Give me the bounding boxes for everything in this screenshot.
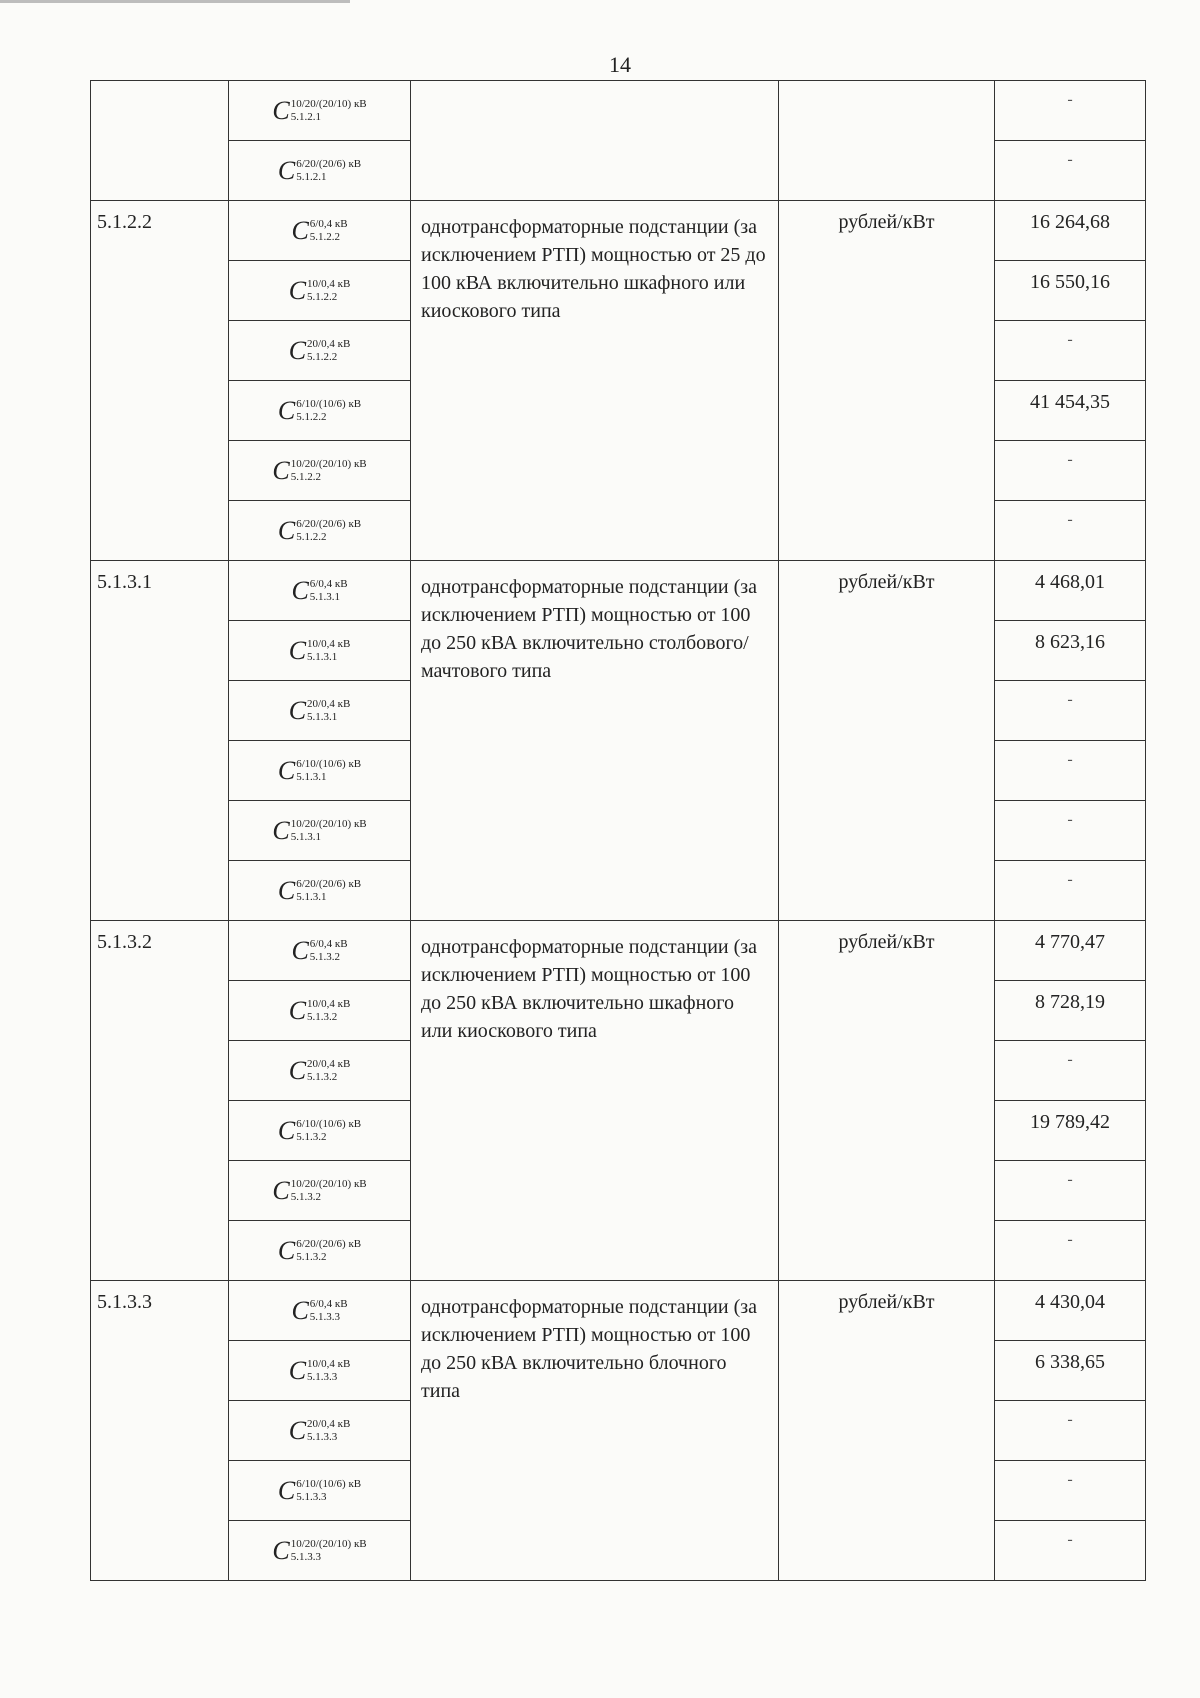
item-code: 5.1.3.3 (91, 1281, 229, 1581)
rate-symbol-letter: C (288, 1355, 307, 1385)
rate-value: 16 550,16 (995, 261, 1146, 321)
item-unit (779, 81, 995, 201)
rate-symbol-letter: C (288, 275, 307, 305)
rate-symbol-index: 5.1.2.2 (309, 230, 341, 243)
rate-symbol-index: 5.1.2.1 (296, 170, 327, 183)
rate-symbol-voltage: 10/0,4 кВ (307, 637, 351, 650)
rate-symbol-letter: C (277, 155, 296, 185)
rate-symbol-voltage: 6/0,4 кВ (309, 1297, 348, 1310)
rate-symbol (272, 455, 367, 485)
rate-symbol-voltage: 20/0,4 кВ (307, 1417, 351, 1430)
rate-value: - (995, 141, 1146, 201)
table-row (91, 201, 1146, 261)
rate-symbol-voltage: 6/0,4 кВ (309, 937, 348, 950)
rate-value: - (995, 1041, 1146, 1101)
rate-symbol-letter: C (272, 815, 290, 845)
rate-symbol-cell (229, 201, 411, 261)
rate-symbol-voltage: 10/0,4 кВ (307, 277, 351, 290)
rate-value: - (995, 81, 1146, 141)
rate-symbol-cell (229, 921, 411, 981)
rate-symbol-letter: C (272, 95, 290, 125)
rate-symbol-cell (229, 1401, 411, 1461)
rate-symbol-cell (229, 1101, 411, 1161)
rate-symbol-letter: C (288, 635, 307, 665)
rate-symbol-cell (229, 501, 411, 561)
rate-symbol-index: 5.1.3.1 (296, 770, 327, 783)
rate-symbol-index: 5.1.3.2 (307, 1010, 338, 1023)
rate-symbol (272, 1175, 367, 1205)
rate-symbol-voltage: 6/20/(20/6) кВ (296, 1237, 362, 1250)
rate-symbol-voltage: 10/20/(20/10) кВ (290, 817, 367, 830)
rate-symbol (277, 395, 362, 425)
rate-symbol (272, 815, 367, 845)
rate-value: - (995, 741, 1146, 801)
rate-symbol-voltage: 10/0,4 кВ (307, 997, 351, 1010)
rate-value: - (995, 441, 1146, 501)
rate-symbol-voltage: 10/20/(20/10) кВ (290, 97, 367, 110)
rate-symbol-voltage: 10/20/(20/10) кВ (290, 1537, 367, 1550)
rate-symbol-index: 5.1.2.2 (307, 350, 338, 363)
item-code: 5.1.3.1 (91, 561, 229, 921)
rate-symbol-index: 5.1.2.2 (296, 410, 327, 423)
rate-value: - (995, 1521, 1146, 1581)
rate-symbol-letter: C (291, 215, 309, 245)
rate-symbol-index: 5.1.2.2 (296, 530, 327, 543)
rate-symbol-cell (229, 861, 411, 921)
rate-symbol-index: 5.1.3.1 (309, 590, 341, 603)
rate-symbol (291, 575, 348, 605)
item-description (411, 81, 779, 201)
item-unit: рублей/кВт (779, 921, 995, 1281)
rate-symbol-index: 5.1.3.3 (307, 1430, 338, 1443)
rate-value: 41 454,35 (995, 381, 1146, 441)
rate-value: 4 770,47 (995, 921, 1146, 981)
rate-value: - (995, 501, 1146, 561)
rate-symbol (277, 755, 362, 785)
item-code: 5.1.2.2 (91, 201, 229, 561)
rate-symbol-index: 5.1.2.2 (290, 470, 321, 483)
rate-symbol (288, 275, 351, 305)
rate-symbol (277, 1235, 362, 1265)
rate-symbol-letter: C (272, 1175, 290, 1205)
rate-symbol-cell (229, 1041, 411, 1101)
rate-value: 19 789,42 (995, 1101, 1146, 1161)
rate-symbol-letter: C (272, 455, 290, 485)
rate-symbol-index: 5.1.3.1 (296, 890, 327, 903)
rate-symbol-index: 5.1.3.2 (290, 1190, 321, 1203)
rate-symbol-index: 5.1.3.1 (307, 650, 338, 663)
table-body (91, 81, 1146, 1581)
rate-symbol-voltage: 6/0,4 кВ (309, 577, 348, 590)
rate-symbol-letter: C (291, 575, 309, 605)
rate-value: - (995, 1221, 1146, 1281)
table-row (91, 1281, 1146, 1341)
rate-value: - (995, 861, 1146, 921)
rate-symbol-voltage: 20/0,4 кВ (307, 697, 351, 710)
table-row (91, 921, 1146, 981)
rate-value: - (995, 321, 1146, 381)
item-description: однотрансформаторные подстанции (за исключением РТП) мощностью от 25 до 100 кВА включительно шкафного или киоскового типа (411, 201, 779, 561)
rate-symbol-cell (229, 441, 411, 501)
rate-symbol-cell (229, 261, 411, 321)
rate-value: - (995, 1161, 1146, 1221)
rate-symbol-letter: C (272, 1535, 290, 1565)
rate-symbol-voltage: 20/0,4 кВ (307, 1057, 351, 1070)
rate-symbol-cell (229, 141, 411, 201)
rate-symbol-voltage: 6/10/(10/6) кВ (296, 1477, 362, 1490)
rate-value: 6 338,65 (995, 1341, 1146, 1401)
rate-symbol-voltage: 6/0,4 кВ (309, 217, 348, 230)
rate-symbol-voltage: 6/20/(20/6) кВ (296, 877, 362, 890)
rate-symbol-cell (229, 81, 411, 141)
rate-symbol-voltage: 20/0,4 кВ (307, 337, 351, 350)
rate-symbol-voltage: 6/20/(20/6) кВ (296, 157, 362, 170)
rate-symbol-cell (229, 561, 411, 621)
rate-symbol-index: 5.1.3.1 (290, 830, 321, 843)
rate-symbol (277, 1475, 362, 1505)
rate-symbol (291, 215, 348, 245)
rate-symbol (272, 1535, 367, 1565)
rate-symbol-letter: C (291, 1295, 309, 1325)
rate-symbol-index: 5.1.3.2 (309, 950, 341, 963)
rate-symbol-cell (229, 1221, 411, 1281)
rate-symbol-letter: C (277, 515, 296, 545)
rate-symbol-letter: C (288, 1055, 307, 1085)
rate-symbol-index: 5.1.2.2 (307, 290, 338, 303)
rate-value: 4 468,01 (995, 561, 1146, 621)
rate-symbol-cell (229, 981, 411, 1041)
item-description: однотрансформаторные подстанции (за исключением РТП) мощностью от 100 до 250 кВА включительно шкафного или киоскового типа (411, 921, 779, 1281)
table-row (91, 81, 1146, 141)
rate-symbol-cell (229, 1281, 411, 1341)
rate-symbol-cell (229, 321, 411, 381)
rate-symbol (272, 95, 367, 125)
page-number: 14 (609, 52, 631, 77)
table-row (91, 561, 1146, 621)
rate-value: - (995, 1401, 1146, 1461)
rate-symbol-voltage: 6/10/(10/6) кВ (296, 757, 362, 770)
rate-symbol-voltage: 10/20/(20/10) кВ (290, 457, 367, 470)
rate-symbol-cell (229, 381, 411, 441)
rate-symbol-letter: C (277, 1475, 296, 1505)
rate-symbol-index: 5.1.3.3 (296, 1490, 327, 1503)
rate-symbol-letter: C (277, 875, 296, 905)
item-unit: рублей/кВт (779, 561, 995, 921)
rate-symbol-letter: C (277, 1115, 296, 1145)
rate-symbol-index: 5.1.3.2 (307, 1070, 338, 1083)
item-code (91, 81, 229, 201)
rate-value: 8 623,16 (995, 621, 1146, 681)
rate-symbol-letter: C (277, 395, 296, 425)
rate-table (90, 80, 1146, 1581)
rate-symbol-voltage: 6/20/(20/6) кВ (296, 517, 362, 530)
item-unit: рублей/кВт (779, 1281, 995, 1581)
rate-symbol-cell (229, 1341, 411, 1401)
item-description: однотрансформаторные подстанции (за исключением РТП) мощностью от 100 до 250 кВА включительно блочного типа (411, 1281, 779, 1581)
rate-symbol-voltage: 6/10/(10/6) кВ (296, 397, 362, 410)
rate-value: 8 728,19 (995, 981, 1146, 1041)
rate-symbol-index: 5.1.3.3 (307, 1370, 338, 1383)
rate-symbol-index: 5.1.3.2 (296, 1250, 327, 1263)
rate-symbol-index: 5.1.3.2 (296, 1130, 327, 1143)
scan-edge-mark (0, 0, 350, 3)
rate-value: - (995, 1461, 1146, 1521)
rate-symbol-cell (229, 1521, 411, 1581)
rate-symbol-index: 5.1.2.1 (290, 110, 321, 123)
rate-symbol (288, 635, 351, 665)
rate-symbol-letter: C (291, 935, 309, 965)
rate-symbol-voltage: 10/0,4 кВ (307, 1357, 351, 1370)
rate-symbol-cell (229, 1161, 411, 1221)
rate-symbol-letter: C (288, 995, 307, 1025)
rate-symbol (277, 875, 362, 905)
rate-symbol-cell (229, 621, 411, 681)
rate-symbol-letter: C (288, 335, 307, 365)
rate-symbol-cell (229, 801, 411, 861)
rate-value: - (995, 681, 1146, 741)
rate-symbol-letter: C (288, 695, 307, 725)
rate-value: 16 264,68 (995, 201, 1146, 261)
rate-symbol (288, 1355, 351, 1385)
rate-symbol-index: 5.1.3.1 (307, 710, 338, 723)
rate-symbol-cell (229, 681, 411, 741)
rate-symbol-index: 5.1.3.3 (309, 1310, 341, 1323)
rate-symbol-voltage: 6/10/(10/6) кВ (296, 1117, 362, 1130)
rate-symbol (277, 1115, 362, 1145)
rate-symbol (291, 1295, 348, 1325)
rate-symbol-cell (229, 741, 411, 801)
rate-symbol (291, 935, 348, 965)
item-unit: рублей/кВт (779, 201, 995, 561)
rate-symbol-letter: C (277, 755, 296, 785)
rate-value: - (995, 801, 1146, 861)
rate-symbol-letter: C (288, 1415, 307, 1445)
rate-symbol (288, 1415, 351, 1445)
rate-symbol-cell (229, 1461, 411, 1521)
rate-symbol-voltage: 10/20/(20/10) кВ (290, 1177, 367, 1190)
rate-symbol (277, 155, 362, 185)
item-code: 5.1.3.2 (91, 921, 229, 1281)
rate-symbol (288, 1055, 351, 1085)
rate-symbol (288, 695, 351, 725)
rate-symbol-letter: C (277, 1235, 296, 1265)
rate-symbol (288, 335, 351, 365)
rate-symbol (277, 515, 362, 545)
rate-value: 4 430,04 (995, 1281, 1146, 1341)
rate-symbol-index: 5.1.3.3 (290, 1550, 321, 1563)
item-description: однотрансформаторные подстанции (за исключением РТП) мощностью от 100 до 250 кВА включительно столбового/мачтового типа (411, 561, 779, 921)
rate-symbol (288, 995, 351, 1025)
